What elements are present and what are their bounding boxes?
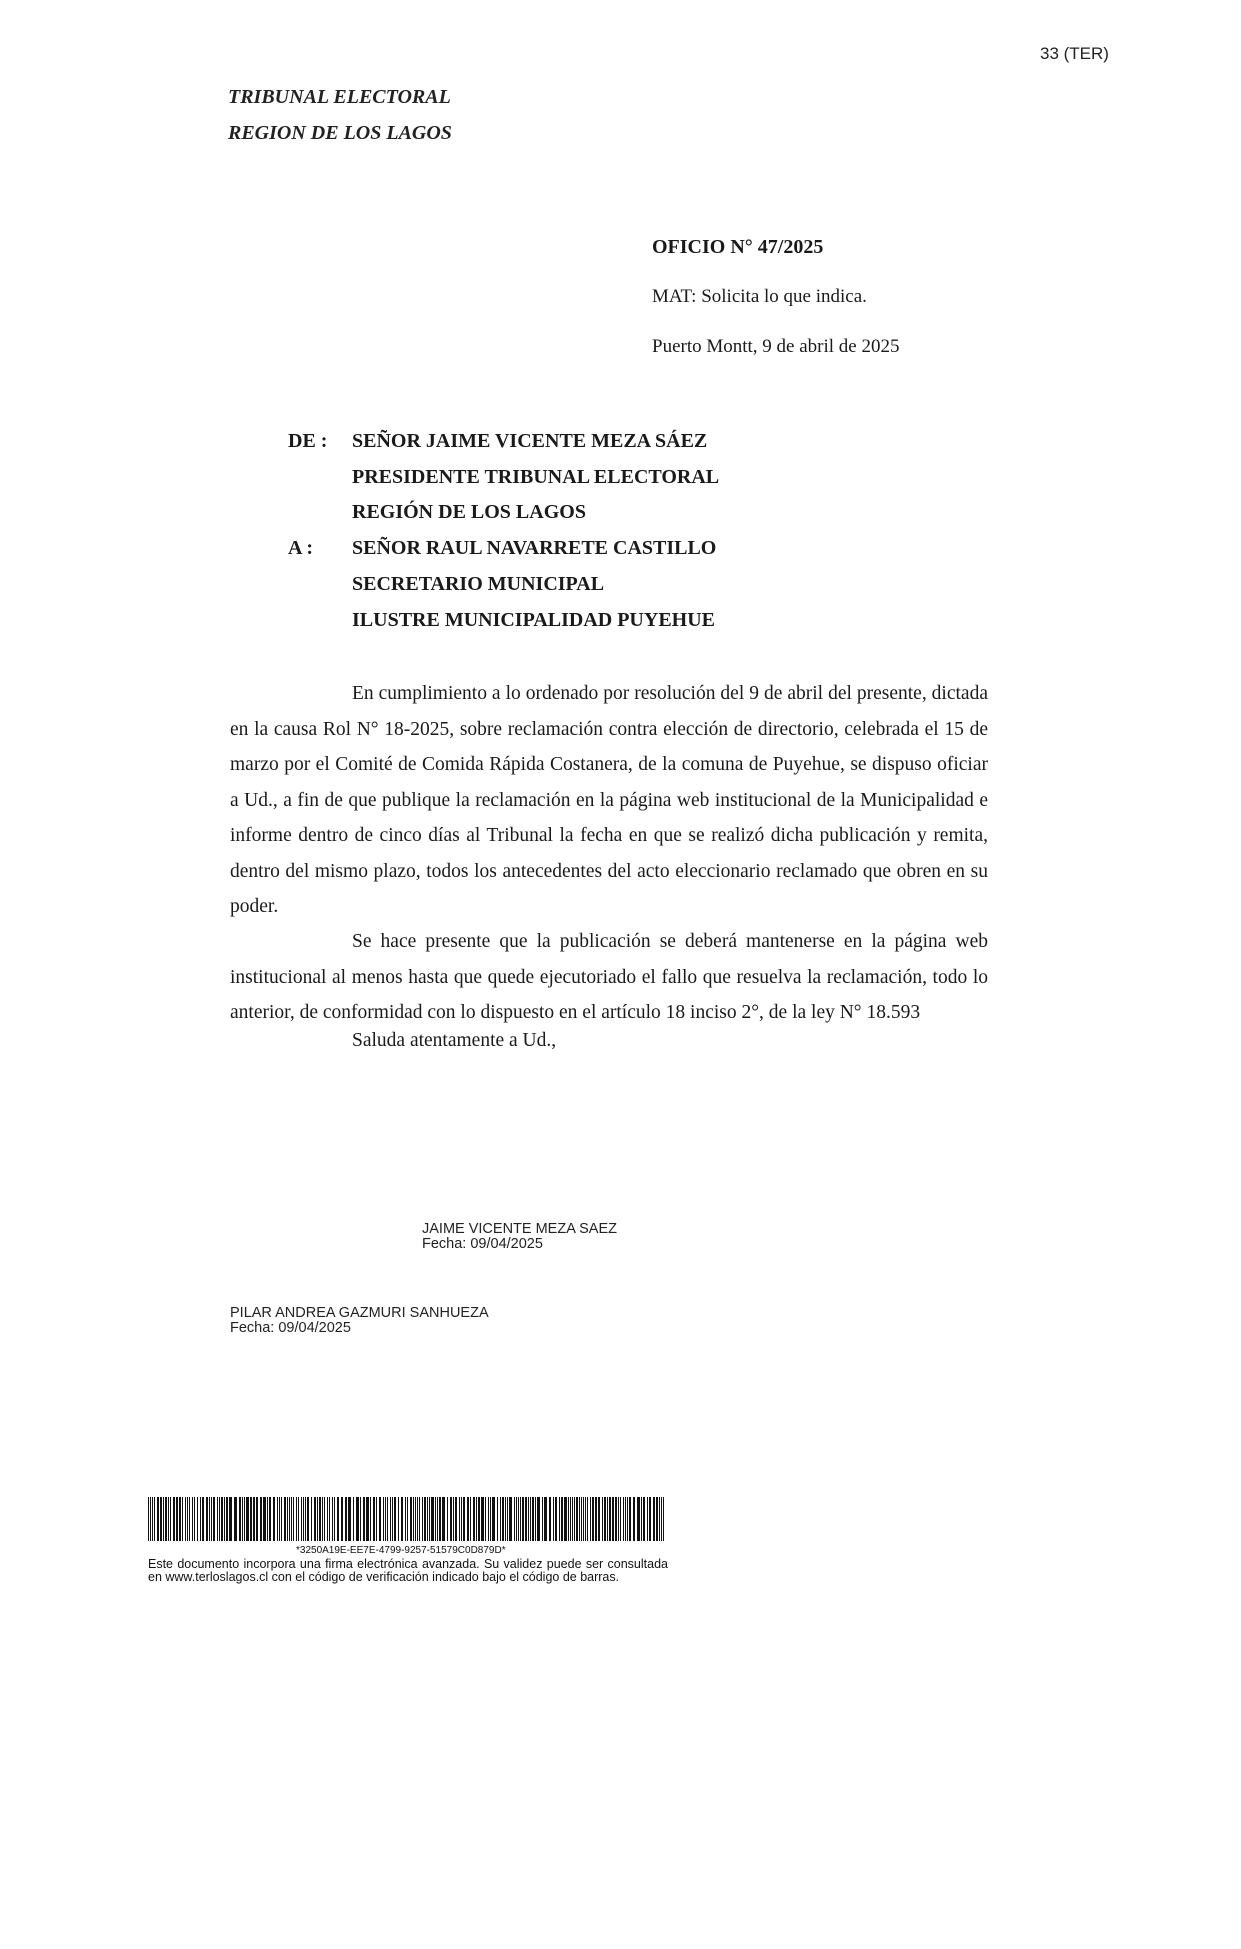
barcode-bar bbox=[157, 1497, 159, 1541]
barcode-bar bbox=[192, 1497, 193, 1541]
barcode-bar bbox=[522, 1497, 524, 1541]
barcode-bar bbox=[289, 1497, 290, 1541]
barcode-bar bbox=[221, 1497, 223, 1541]
subject-matter: MAT: Solicita lo que indica. bbox=[652, 286, 867, 307]
barcode-bar bbox=[287, 1497, 288, 1541]
barcode-bar bbox=[609, 1497, 611, 1541]
barcode-bar bbox=[516, 1497, 517, 1541]
barcode-bar bbox=[269, 1497, 271, 1541]
barcode-bar bbox=[363, 1497, 365, 1541]
barcode-bar bbox=[383, 1497, 384, 1541]
barcode-bar bbox=[293, 1497, 294, 1541]
barcode-bar bbox=[488, 1497, 489, 1541]
barcode-bar bbox=[470, 1497, 471, 1541]
barcode-bar bbox=[194, 1497, 195, 1541]
barcode-bar bbox=[612, 1497, 614, 1541]
signature-block-2 bbox=[230, 1306, 489, 1336]
body-paragraph-2: Se hace presente que la publicación se deberá mantenerse en la página web institucional al menos hasta que quede ejecutoriado el fallo que resuelva la reclamación, todo lo anterior, de conformidad con lo dispuesto en el artículo 18 inciso 2°, de la ley N° 18.593 bbox=[230, 931, 988, 1023]
barcode-bar bbox=[253, 1497, 255, 1541]
barcode-bar bbox=[179, 1497, 181, 1541]
barcode-bar bbox=[604, 1497, 606, 1541]
barcode-bar bbox=[360, 1497, 361, 1541]
barcode-bar bbox=[277, 1497, 278, 1541]
barcode-bar bbox=[514, 1497, 515, 1541]
barcode-bar bbox=[478, 1497, 480, 1541]
barcode-bar bbox=[163, 1497, 164, 1541]
barcode-bar bbox=[429, 1497, 430, 1541]
barcode-bar bbox=[150, 1497, 151, 1541]
barcode-bar bbox=[419, 1497, 420, 1541]
barcode-bar bbox=[576, 1497, 578, 1541]
barcode-bar bbox=[453, 1497, 454, 1541]
barcode-bar bbox=[629, 1497, 631, 1541]
barcode-bar bbox=[206, 1497, 208, 1541]
barcode-bar bbox=[250, 1497, 252, 1541]
barcode-bar bbox=[407, 1497, 408, 1541]
barcode-bar bbox=[633, 1497, 635, 1541]
barcode-bar bbox=[618, 1497, 619, 1541]
barcode-bar bbox=[555, 1497, 557, 1541]
barcode-bar bbox=[502, 1497, 504, 1541]
barcode bbox=[148, 1497, 666, 1541]
barcode-bar bbox=[579, 1497, 580, 1541]
barcode-bar bbox=[507, 1497, 508, 1541]
barcode-bar bbox=[656, 1497, 658, 1541]
tribunal-region: REGION DE LOS LAGOS bbox=[228, 122, 452, 144]
signature-block-1 bbox=[422, 1222, 617, 1252]
barcode-bar bbox=[473, 1497, 475, 1541]
barcode-bar bbox=[663, 1497, 664, 1541]
barcode-bar bbox=[303, 1497, 304, 1541]
barcode-bar bbox=[311, 1497, 312, 1541]
to-line-2: SECRETARIO MUNICIPAL bbox=[352, 573, 605, 595]
barcode-bar bbox=[437, 1497, 438, 1541]
barcode-bar bbox=[256, 1497, 258, 1541]
barcode-bar bbox=[459, 1497, 460, 1541]
barcode-bar bbox=[244, 1497, 245, 1541]
barcode-bar bbox=[373, 1497, 375, 1541]
barcode-bar bbox=[392, 1497, 393, 1541]
barcode-bar bbox=[224, 1497, 225, 1541]
barcode-bar bbox=[623, 1497, 624, 1541]
tribunal-name: TRIBUNAL ELECTORAL bbox=[228, 86, 451, 108]
barcode-bar bbox=[442, 1497, 445, 1541]
place-date: Puerto Montt, 9 de abril de 2025 bbox=[652, 336, 900, 357]
barcode-bar bbox=[518, 1497, 519, 1541]
barcode-bar bbox=[463, 1497, 465, 1541]
barcode-bar bbox=[500, 1497, 501, 1541]
barcode-bar bbox=[234, 1497, 237, 1541]
barcode-bar bbox=[653, 1497, 655, 1541]
barcode-bar bbox=[585, 1497, 586, 1541]
barcode-bar bbox=[202, 1497, 204, 1541]
body-paragraph-1: En cumplimiento a lo ordenado por resolución del 9 de abril del presente, dictada en la causa Rol N° 18-2025, sobre reclamación contra elección de directorio, celebrada el 15 de marzo por el Comité de Comida Rápida Costanera, de la comuna de Puyehue, se dispuso oficiar a Ud., a fin de que publique la reclamación en la página web institucional de la Municipalidad e informe dentro de cinco días al Tribunal la fecha en que se realizó dicha publicación y remita, dentro del mismo plazo, todos los antecedentes del acto eleccionario reclamado que obren en su poder. bbox=[230, 683, 988, 917]
barcode-bar bbox=[298, 1497, 299, 1541]
barcode-bar bbox=[509, 1497, 512, 1541]
barcode-bar bbox=[583, 1497, 584, 1541]
barcode-bar bbox=[197, 1497, 198, 1541]
barcode-bar bbox=[659, 1497, 660, 1541]
barcode-bar bbox=[528, 1497, 529, 1541]
barcode-bar bbox=[353, 1497, 354, 1541]
barcode-bar bbox=[305, 1497, 306, 1541]
barcode-bar bbox=[281, 1497, 282, 1541]
barcode-bar bbox=[455, 1497, 457, 1541]
barcode-bar bbox=[348, 1497, 351, 1541]
barcode-bar bbox=[643, 1497, 645, 1541]
barcode-bar bbox=[520, 1497, 521, 1541]
to-line-3: ILUSTRE MUNICIPALIDAD PUYEHUE bbox=[352, 609, 715, 631]
barcode-bar bbox=[376, 1497, 377, 1541]
barcode-bar bbox=[424, 1497, 426, 1541]
barcode-bar bbox=[561, 1497, 563, 1541]
barcode-bar bbox=[337, 1497, 339, 1541]
barcode-bar bbox=[532, 1497, 534, 1541]
barcode-bar bbox=[497, 1497, 498, 1541]
barcode-bar bbox=[572, 1497, 573, 1541]
barcode-bar bbox=[229, 1497, 232, 1541]
barcode-bar bbox=[427, 1497, 428, 1541]
barcode-bar bbox=[394, 1497, 396, 1541]
barcode-bar bbox=[620, 1497, 621, 1541]
barcode-bar bbox=[564, 1497, 567, 1541]
barcode-bar bbox=[439, 1497, 441, 1541]
barcode-bar bbox=[189, 1497, 190, 1541]
barcode-bar bbox=[379, 1497, 381, 1541]
barcode-bar bbox=[291, 1497, 292, 1541]
barcode-bar bbox=[405, 1497, 406, 1541]
barcode-bar bbox=[525, 1497, 527, 1541]
barcode-bar bbox=[530, 1497, 531, 1541]
barcode-bar bbox=[173, 1497, 175, 1541]
barcode-bar bbox=[649, 1497, 651, 1541]
barcode-bar bbox=[559, 1497, 560, 1541]
barcode-bar bbox=[544, 1497, 547, 1541]
barcode-bar bbox=[485, 1497, 486, 1541]
barcode-bar bbox=[587, 1497, 588, 1541]
barcode-bar bbox=[324, 1497, 325, 1541]
verification-note: Este documento incorpora una firma electrónica avanzada. Su validez puede ser consultada en www.terloslagos.cl con el código de verificación indicado bajo el código de barras. bbox=[148, 1557, 668, 1584]
barcode-bar bbox=[209, 1497, 210, 1541]
barcode-bar bbox=[447, 1497, 448, 1541]
barcode-bar bbox=[185, 1497, 186, 1541]
barcode-bar bbox=[413, 1497, 414, 1541]
barcode-bar bbox=[641, 1497, 642, 1541]
barcode-bar bbox=[661, 1497, 662, 1541]
barcode-bar bbox=[263, 1497, 266, 1541]
barcode-bar bbox=[435, 1497, 436, 1541]
barcode-bar bbox=[168, 1497, 169, 1541]
barcode-bar bbox=[431, 1497, 434, 1541]
barcode-bar bbox=[627, 1497, 628, 1541]
barcode-bar bbox=[279, 1497, 280, 1541]
verification-code: *3250A19E-EE7E-4799-9257-51579C0D879D* bbox=[296, 1545, 506, 1556]
barcode-bar bbox=[170, 1497, 171, 1541]
barcode-bar bbox=[647, 1497, 648, 1541]
barcode-bar bbox=[239, 1497, 241, 1541]
barcode-bar bbox=[492, 1497, 495, 1541]
barcode-bar bbox=[476, 1497, 477, 1541]
barcode-bar bbox=[598, 1497, 600, 1541]
barcode-bar bbox=[200, 1497, 201, 1541]
barcode-bar bbox=[242, 1497, 243, 1541]
barcode-bar bbox=[590, 1497, 591, 1541]
barcode-bar bbox=[319, 1497, 321, 1541]
closing-salutation: Saluda atentamente a Ud., bbox=[352, 1030, 557, 1051]
barcode-bar bbox=[592, 1497, 594, 1541]
barcode-bar bbox=[570, 1497, 571, 1541]
barcode-bar bbox=[284, 1497, 286, 1541]
barcode-bar bbox=[327, 1497, 328, 1541]
barcode-bar bbox=[267, 1497, 268, 1541]
signature-date: Fecha: 09/04/2025 bbox=[422, 1236, 543, 1252]
barcode-bar bbox=[370, 1497, 371, 1541]
barcode-bar bbox=[341, 1497, 343, 1541]
barcode-bar bbox=[467, 1497, 469, 1541]
barcode-bar bbox=[422, 1497, 423, 1541]
oficio-number: OFICIO N° 47/2025 bbox=[652, 236, 824, 258]
barcode-bar bbox=[317, 1497, 318, 1541]
barcode-bar bbox=[417, 1497, 418, 1541]
barcode-bar bbox=[401, 1497, 403, 1541]
barcode-bar bbox=[187, 1497, 188, 1541]
barcode-bar bbox=[450, 1497, 452, 1541]
barcode-bar bbox=[398, 1497, 399, 1541]
barcode-bar bbox=[356, 1497, 359, 1541]
signer-name: PILAR ANDREA GAZMURI SANHUEZA bbox=[230, 1305, 489, 1321]
barcode-bar bbox=[637, 1497, 640, 1541]
barcode-bar bbox=[537, 1497, 540, 1541]
barcode-bar bbox=[481, 1497, 484, 1541]
barcode-bar bbox=[213, 1497, 215, 1541]
barcode-bar bbox=[301, 1497, 302, 1541]
barcode-bar bbox=[246, 1497, 249, 1541]
barcode-bar bbox=[182, 1497, 183, 1541]
barcode-bar bbox=[602, 1497, 603, 1541]
barcode-bar bbox=[152, 1497, 153, 1541]
barcode-bar bbox=[165, 1497, 167, 1541]
barcode-bar bbox=[390, 1497, 391, 1541]
barcode-bar bbox=[314, 1497, 316, 1541]
barcode-bar bbox=[505, 1497, 506, 1541]
barcode-bar bbox=[415, 1497, 416, 1541]
from-line-3: REGIÓN DE LOS LAGOS bbox=[352, 501, 586, 523]
barcode-bar bbox=[219, 1497, 220, 1541]
barcode-bar bbox=[542, 1497, 543, 1541]
page-number: 33 (TER) bbox=[1040, 44, 1109, 63]
from-label: DE : bbox=[288, 430, 328, 452]
barcode-bar bbox=[581, 1497, 582, 1541]
barcode-bar bbox=[154, 1497, 155, 1541]
barcode-bar bbox=[387, 1497, 388, 1541]
barcode-bar bbox=[366, 1497, 369, 1541]
barcode-bar bbox=[273, 1497, 275, 1541]
from-line-1: SEÑOR JAIME VICENTE MEZA SÁEZ bbox=[352, 430, 708, 452]
barcode-bar bbox=[296, 1497, 297, 1541]
barcode-bar bbox=[329, 1497, 330, 1541]
barcode-bar bbox=[574, 1497, 575, 1541]
barcode-bar bbox=[332, 1497, 333, 1541]
barcode-bar bbox=[226, 1497, 228, 1541]
barcode-bar bbox=[410, 1497, 412, 1541]
barcode-bar bbox=[607, 1497, 608, 1541]
barcode-bar bbox=[595, 1497, 597, 1541]
barcode-bar bbox=[461, 1497, 462, 1541]
barcode-bar bbox=[211, 1497, 212, 1541]
barcode-bar bbox=[615, 1497, 617, 1541]
barcode-bar bbox=[625, 1497, 626, 1541]
to-line-1: SEÑOR RAUL NAVARRETE CASTILLO bbox=[352, 537, 717, 559]
signer-name: JAIME VICENTE MEZA SAEZ bbox=[422, 1221, 617, 1237]
barcode-bar bbox=[307, 1497, 309, 1541]
barcode-bar bbox=[568, 1497, 569, 1541]
signature-date: Fecha: 09/04/2025 bbox=[230, 1320, 351, 1336]
barcode-bar bbox=[334, 1497, 335, 1541]
barcode-bar bbox=[553, 1497, 554, 1541]
barcode-bar bbox=[322, 1497, 323, 1541]
barcode-bar bbox=[176, 1497, 178, 1541]
barcode-bar bbox=[160, 1497, 162, 1541]
barcode-bar bbox=[217, 1497, 218, 1541]
barcode-bar bbox=[148, 1497, 149, 1541]
barcode-bar bbox=[345, 1497, 347, 1541]
barcode-bar bbox=[535, 1497, 536, 1541]
barcode-bar bbox=[260, 1497, 262, 1541]
barcode-bar bbox=[549, 1497, 551, 1541]
from-line-2: PRESIDENTE TRIBUNAL ELECTORAL bbox=[352, 466, 720, 488]
barcode-bar bbox=[385, 1497, 386, 1541]
to-label: A : bbox=[288, 537, 313, 559]
barcode-bar bbox=[490, 1497, 491, 1541]
